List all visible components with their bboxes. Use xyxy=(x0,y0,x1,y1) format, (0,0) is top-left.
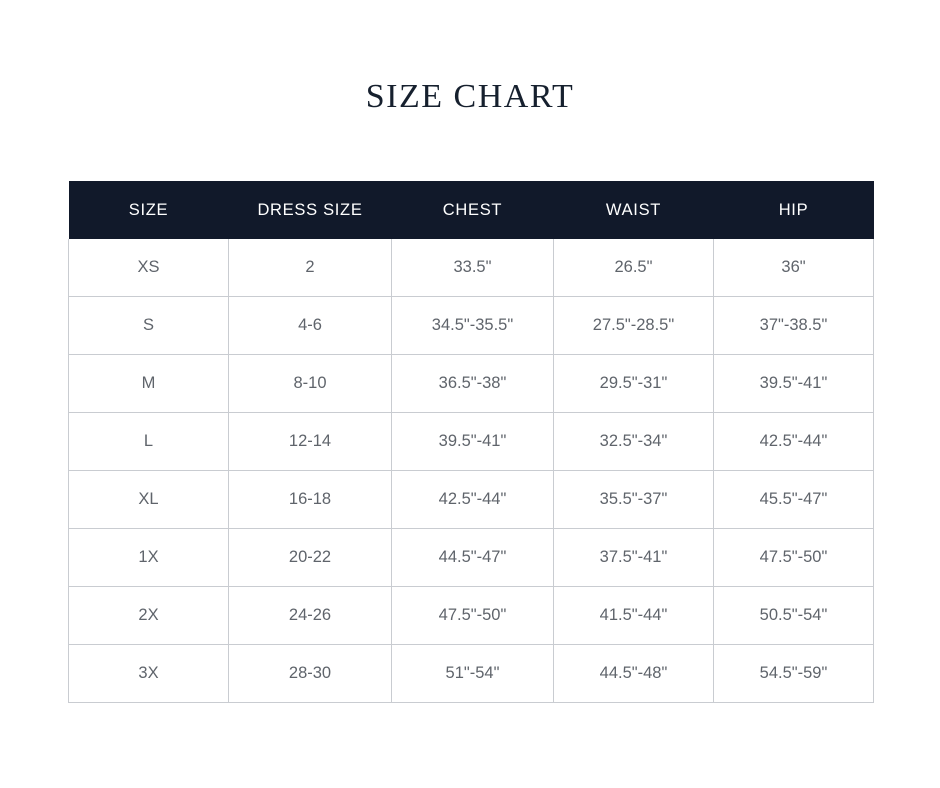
cell-size: S xyxy=(69,297,229,355)
column-header-dress-size: DRESS SIZE xyxy=(229,181,392,239)
cell-chest: 39.5"-41" xyxy=(392,413,554,471)
table-row xyxy=(69,645,874,703)
table-row xyxy=(69,239,874,297)
cell-size: 1X xyxy=(69,529,229,587)
table-header-row xyxy=(69,181,874,239)
cell-hip: 36" xyxy=(714,239,874,297)
cell-size: 3X xyxy=(69,645,229,703)
cell-chest: 44.5"-47" xyxy=(392,529,554,587)
cell-hip: 39.5"-41" xyxy=(714,355,874,413)
cell-dress-size: 16-18 xyxy=(229,471,392,529)
table-body xyxy=(69,239,874,703)
cell-size: L xyxy=(69,413,229,471)
column-header-size: SIZE xyxy=(69,181,229,239)
table-row xyxy=(69,587,874,645)
cell-waist: 37.5"-41" xyxy=(554,529,714,587)
cell-waist: 26.5" xyxy=(554,239,714,297)
cell-dress-size: 20-22 xyxy=(229,529,392,587)
cell-chest: 51"-54" xyxy=(392,645,554,703)
cell-size: 2X xyxy=(69,587,229,645)
cell-waist: 35.5"-37" xyxy=(554,471,714,529)
table-header xyxy=(69,181,874,239)
cell-dress-size: 2 xyxy=(229,239,392,297)
cell-size: M xyxy=(69,355,229,413)
cell-hip: 47.5"-50" xyxy=(714,529,874,587)
cell-size: XS xyxy=(69,239,229,297)
cell-dress-size: 8-10 xyxy=(229,355,392,413)
cell-chest: 42.5"-44" xyxy=(392,471,554,529)
cell-dress-size: 28-30 xyxy=(229,645,392,703)
column-header-waist: WAIST xyxy=(554,181,714,239)
cell-hip: 42.5"-44" xyxy=(714,413,874,471)
cell-chest: 47.5"-50" xyxy=(392,587,554,645)
cell-hip: 50.5"-54" xyxy=(714,587,874,645)
table-row xyxy=(69,413,874,471)
cell-hip: 45.5"-47" xyxy=(714,471,874,529)
table-row xyxy=(69,471,874,529)
cell-chest: 36.5"-38" xyxy=(392,355,554,413)
size-chart-table-wrapper xyxy=(68,181,873,703)
page-title: SIZE CHART xyxy=(365,78,575,115)
cell-waist: 41.5"-44" xyxy=(554,587,714,645)
cell-dress-size: 12-14 xyxy=(229,413,392,471)
cell-waist: 27.5"-28.5" xyxy=(554,297,714,355)
cell-size: XL xyxy=(69,471,229,529)
cell-dress-size: 4-6 xyxy=(229,297,392,355)
table-row xyxy=(69,355,874,413)
cell-dress-size: 24-26 xyxy=(229,587,392,645)
table-row xyxy=(69,529,874,587)
cell-waist: 44.5"-48" xyxy=(554,645,714,703)
cell-hip: 37"-38.5" xyxy=(714,297,874,355)
cell-hip: 54.5"-59" xyxy=(714,645,874,703)
cell-waist: 32.5"-34" xyxy=(554,413,714,471)
cell-chest: 33.5" xyxy=(392,239,554,297)
cell-waist: 29.5"-31" xyxy=(554,355,714,413)
cell-chest: 34.5"-35.5" xyxy=(392,297,554,355)
column-header-hip: HIP xyxy=(714,181,874,239)
column-header-chest: CHEST xyxy=(392,181,554,239)
table-row xyxy=(69,297,874,355)
size-chart-table xyxy=(68,181,874,703)
